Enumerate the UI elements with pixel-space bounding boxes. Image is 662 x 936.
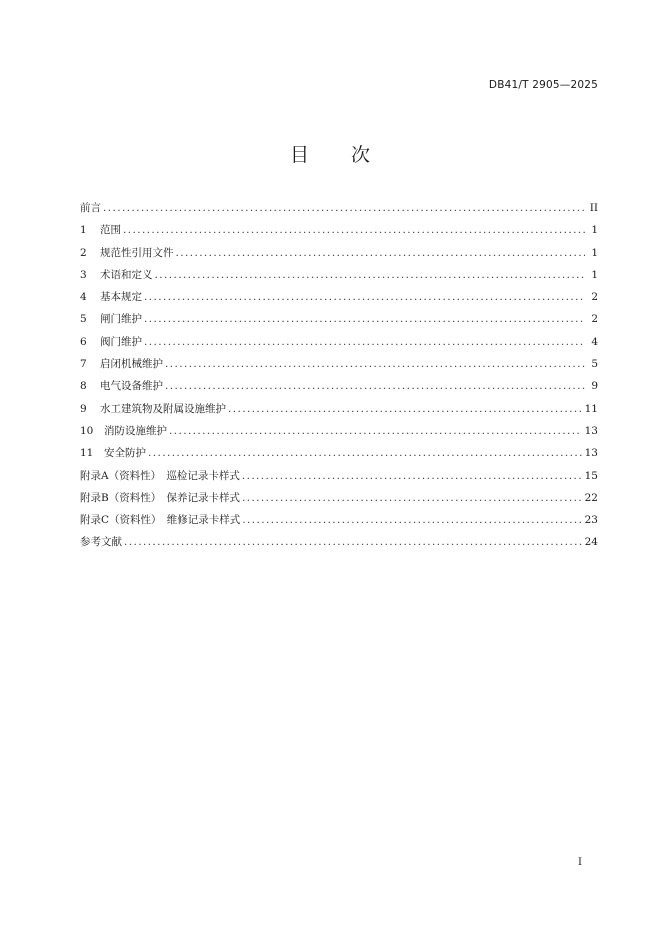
- toc-entry-text: 附录C（资料性） 维修记录卡样式: [80, 514, 241, 527]
- toc-entry-page: 24: [584, 536, 598, 549]
- toc-entry-page: 13: [584, 424, 598, 437]
- toc-leader: [242, 512, 581, 528]
- toc-entry-page: 1: [591, 246, 598, 259]
- toc-entry-text: 闸门维护: [100, 313, 142, 326]
- toc-leader: [242, 490, 582, 506]
- toc-entry-appendix-c[interactable]: [80, 512, 598, 534]
- toc-entry-foreword[interactable]: [80, 200, 598, 222]
- toc-entry-number: 11: [80, 447, 94, 460]
- toc-entry-number: 1: [80, 224, 87, 237]
- toc-entry-text: 参考文献: [80, 536, 122, 549]
- toc-entry-text: 附录A（资料性） 巡检记录卡样式: [80, 469, 240, 482]
- toc-entry-page: 15: [584, 469, 598, 482]
- toc-entry-text: 启闭机械维护: [100, 358, 163, 371]
- toc-entry-text: 规范性引用文件: [100, 246, 174, 259]
- toc-entry-page: 22: [584, 491, 598, 504]
- toc-entry-scope[interactable]: [80, 222, 598, 244]
- toc-entry-page: 23: [584, 514, 598, 527]
- toc-entry-page: 11: [584, 402, 598, 415]
- toc-entry-terms-definitions[interactable]: [80, 267, 598, 289]
- page-number: I: [578, 857, 582, 868]
- toc-leader: [165, 378, 585, 394]
- toc-entry-number: 8: [80, 380, 87, 393]
- toc-entry-text: 附录B（资料性） 保养记录卡样式: [80, 491, 240, 504]
- toc-entry-appendix-a[interactable]: [80, 468, 598, 490]
- toc-entry-text: 术语和定义: [100, 268, 153, 281]
- toc-entry-page: 2: [591, 291, 598, 304]
- toc-entry-text: 电气设备维护: [100, 380, 163, 393]
- toc-entry-text: 前言: [80, 202, 101, 214]
- toc-leader: [144, 289, 585, 305]
- toc-leader: [169, 423, 582, 439]
- toc-entry-text: 阀门维护: [100, 335, 142, 348]
- toc-entry-number: 10: [80, 424, 94, 437]
- toc-entry-page: 4: [591, 335, 598, 348]
- toc-entry-page: 9: [591, 380, 598, 393]
- toc-leader: [165, 356, 585, 372]
- toc-leader: [155, 267, 586, 283]
- toc-entry-page: 1: [591, 224, 598, 237]
- toc-entry-number: 4: [80, 291, 87, 304]
- toc-leader: [176, 245, 586, 261]
- toc-entry-hydraulic-structures[interactable]: [80, 401, 598, 423]
- toc-entry-number: 5: [80, 313, 87, 326]
- toc-leader: [144, 334, 585, 350]
- toc-leader: [228, 401, 582, 417]
- toc-entry-text: 消防设施维护: [104, 424, 167, 437]
- toc-entry-number: 6: [80, 335, 87, 348]
- toc-entry-hoist-maintenance[interactable]: [80, 356, 598, 378]
- toc-entry-text: 范围: [100, 224, 121, 237]
- toc-entry-text: 水工建筑物及附属设施维护: [100, 402, 226, 415]
- document-code: DB41/T 2905—2025: [488, 79, 598, 91]
- toc-entry-page: 2: [591, 313, 598, 326]
- toc-entry-appendix-b[interactable]: [80, 490, 598, 512]
- toc-leader: [103, 200, 585, 216]
- toc-title: [0, 140, 662, 167]
- toc-leader: [242, 468, 582, 484]
- toc-leader: [123, 222, 585, 238]
- toc-entry-number: 9: [80, 402, 87, 415]
- table-of-contents: [80, 200, 598, 557]
- toc-entry-page: 13: [584, 447, 598, 460]
- toc-leader: [144, 311, 585, 327]
- toc-entry-gate-maintenance[interactable]: [80, 311, 598, 333]
- toc-leader: [148, 445, 582, 461]
- toc-entry-number: 3: [80, 268, 87, 281]
- toc-entry-electrical-maintenance[interactable]: [80, 378, 598, 400]
- toc-entry-page: II: [589, 202, 598, 214]
- toc-entry-bibliography[interactable]: [80, 534, 598, 556]
- toc-entry-normative-references[interactable]: [80, 245, 598, 267]
- toc-entry-page: 1: [591, 268, 598, 281]
- toc-entry-page: 5: [591, 358, 598, 371]
- toc-leader: [124, 534, 582, 550]
- toc-title-part2: 次: [351, 144, 373, 166]
- toc-entry-number: 7: [80, 358, 87, 371]
- toc-entry-fire-protection[interactable]: [80, 423, 598, 445]
- toc-entry-number: 2: [80, 246, 87, 259]
- toc-title-part1: 目: [289, 144, 311, 166]
- toc-entry-text: 安全防护: [104, 447, 146, 460]
- toc-entry-text: 基本规定: [100, 291, 142, 304]
- toc-entry-safety-protection[interactable]: [80, 445, 598, 467]
- toc-entry-valve-maintenance[interactable]: [80, 334, 598, 356]
- toc-entry-basic-provisions[interactable]: [80, 289, 598, 311]
